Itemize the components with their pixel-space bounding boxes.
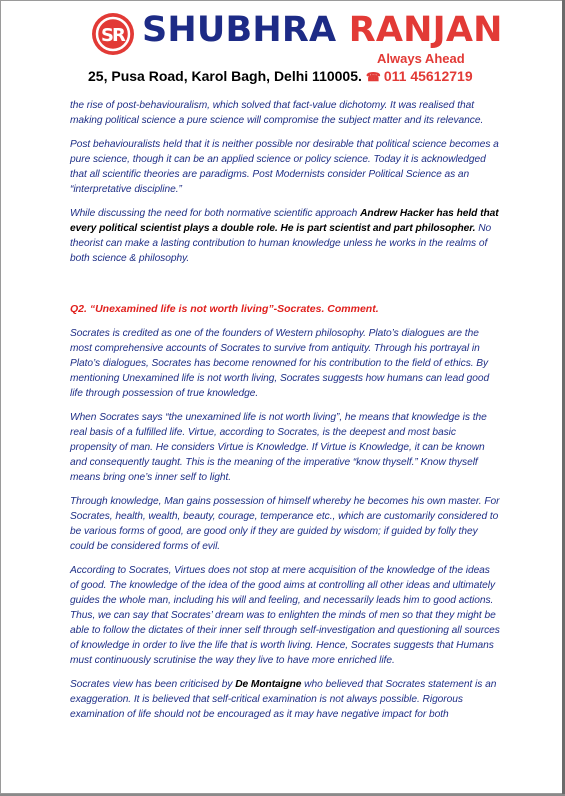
phone-number: 011 45612719 — [383, 68, 473, 84]
bold-emphasis: De Montaigne — [235, 679, 302, 690]
address-line — [88, 68, 473, 84]
paragraph — [70, 206, 500, 266]
brand-name-second: RANJAN — [348, 10, 503, 50]
paragraph-text: No theorist can make a lasting contribution to human knowledge unless he works in the realms of both science & philosophy. — [70, 223, 492, 264]
paragraph-text: Socrates view has been criticised by — [70, 679, 236, 690]
section-gap — [70, 275, 500, 302]
paragraph: According to Socrates, Virtues does not stop at mere acquisition of the knowledge of the ideas of good. The knowledge of the idea of the good aims at controlling all other ideas and ultimately guides the whole man, including his will and feeling, and necessarily leads him to good actions. Thus, we can say that Socrates’ dream was to enlighten the minds of men so that they might be able to follow the dictates of their inner self through self-investigation and questioning all sources of knowledge in order to live the life that is worth living. Hence, Socrates suggests that Humans must continuously scrutinise the way they live to have more enriched life. — [70, 565, 500, 666]
paragraph: the rise of post-behaviouralism, which solved that fact-value dichotomy. It was realised that making political science a pure science will compromise the subject matter and its relevance. — [70, 100, 484, 126]
paragraph: Through knowledge, Man gains possession of himself whereby he becomes his own master. For Socrates, health, wealth, beauty, courage, temperance etc., which are customarily considered to be various forms of good, are good only if they are guided by wisdom; if guided by folly they could be considered forms of evil. — [70, 496, 500, 552]
brand-tagline: Always Ahead — [377, 51, 465, 66]
svg-text:R: R — [112, 25, 126, 46]
paragraph: Post behaviouralists held that it is neither possible nor desirable that political science becomes a pure science, though it can be an applied science or policy science. Today it is acknowledged that all scientific theories are paradigms. Post Modernists consider Political Science as an “interpretative discipline.” — [70, 139, 499, 195]
svg-text:S: S — [101, 25, 114, 46]
paragraph-text: who believed that Socrates statement is an exaggeration. It is believed that self-critical examination is not always possible. Rigorous examination of life should not be encouraged as it may have negative impact for both — [70, 679, 497, 720]
address-text: 25, Pusa Road, Karol Bagh, Delhi 110005. — [88, 68, 362, 84]
brand-name — [142, 8, 503, 52]
paragraph — [70, 677, 500, 722]
brand-name-first: SHUBHRA — [142, 10, 337, 50]
paragraph: When Socrates says “the unexamined life is not worth living”, he means that knowledge is the real basis of a fulfilled life. Virtue, according to Socrates, is the deepest and most basic propensity of man. He considers Virtue is Knowledge. If Virtue is Knowledge, it can be known and consequently taught. This is the meaning of the imperative “know thyself.” Know thyself means bring one’s inner self to light. — [70, 412, 487, 483]
sr-logo-icon — [92, 13, 134, 55]
question-heading: Q2. “Unexamined life is not worth living”-Socrates. Comment. — [70, 303, 379, 315]
bold-emphasis: Andrew Hacker has held that every political scientist plays a double role. He is part scientist and part philosopher. — [70, 208, 499, 234]
paragraph-text: While discussing the need for both normative scientific approach — [70, 208, 361, 219]
phone-icon: ☎ — [365, 70, 381, 84]
paragraph: Socrates is credited as one of the founders of Western philosophy. Plato’s dialogues are the most comprehensive accounts of Socrates to survive from antiquity. Through his portrayal in Plato’s dialogues, Socrates has become renowned for his contribution to the field of ethics. By mentioning Unexamined life is not worth living, Socrates suggests how humans can lead good life through possession of true knowledge. — [70, 328, 490, 399]
letterhead — [0, 0, 565, 95]
document-body — [70, 98, 500, 731]
